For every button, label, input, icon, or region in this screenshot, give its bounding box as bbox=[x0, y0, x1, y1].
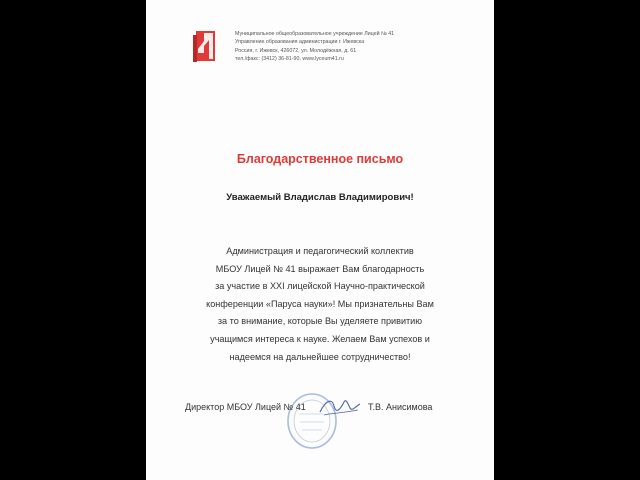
book-number-41-logo-icon bbox=[193, 29, 219, 63]
signer-position: Директор МБОУ Лицей № 41 bbox=[185, 402, 306, 412]
org-line: тел./факс: (3412) 36-81-90, www.lyceum41.ru bbox=[235, 55, 344, 62]
body-line: за участие в XXI лицейской Научно-практической bbox=[215, 281, 425, 292]
org-line: Управление образования администрации г. Ижевска bbox=[235, 39, 365, 46]
org-line: Россия, г. Ижевск, 426072, ул. Молодёжная, д. 61 bbox=[235, 47, 357, 54]
organization-details bbox=[235, 30, 475, 63]
body-line: Администрация и педагогический коллектив bbox=[226, 246, 414, 256]
body-line: учащимся интереса к науке. Желаем Вам успехов и bbox=[210, 333, 430, 344]
letter-title: Благодарственное письмо bbox=[236, 152, 404, 166]
handwritten-signature-icon bbox=[318, 394, 362, 420]
letter-body bbox=[146, 243, 494, 366]
body-line: за то внимание, которые Вы уделяете привитию bbox=[217, 316, 423, 327]
signer-name: Т.В. Анисимова bbox=[368, 402, 433, 412]
salutation: Уважаемый Владислав Владимирович! bbox=[226, 192, 414, 203]
body-line: МБОУ Лицей № 41 выражает Вам благодарность bbox=[215, 263, 425, 274]
org-line: Муниципальное общеобразовательное учреждение Лицей № 41 bbox=[235, 31, 395, 37]
body-line: надеемся на дальнейшее сотрудничество! bbox=[229, 351, 411, 362]
body-line: конференции «Паруса науки»! Мы признательны Вам bbox=[206, 298, 434, 309]
